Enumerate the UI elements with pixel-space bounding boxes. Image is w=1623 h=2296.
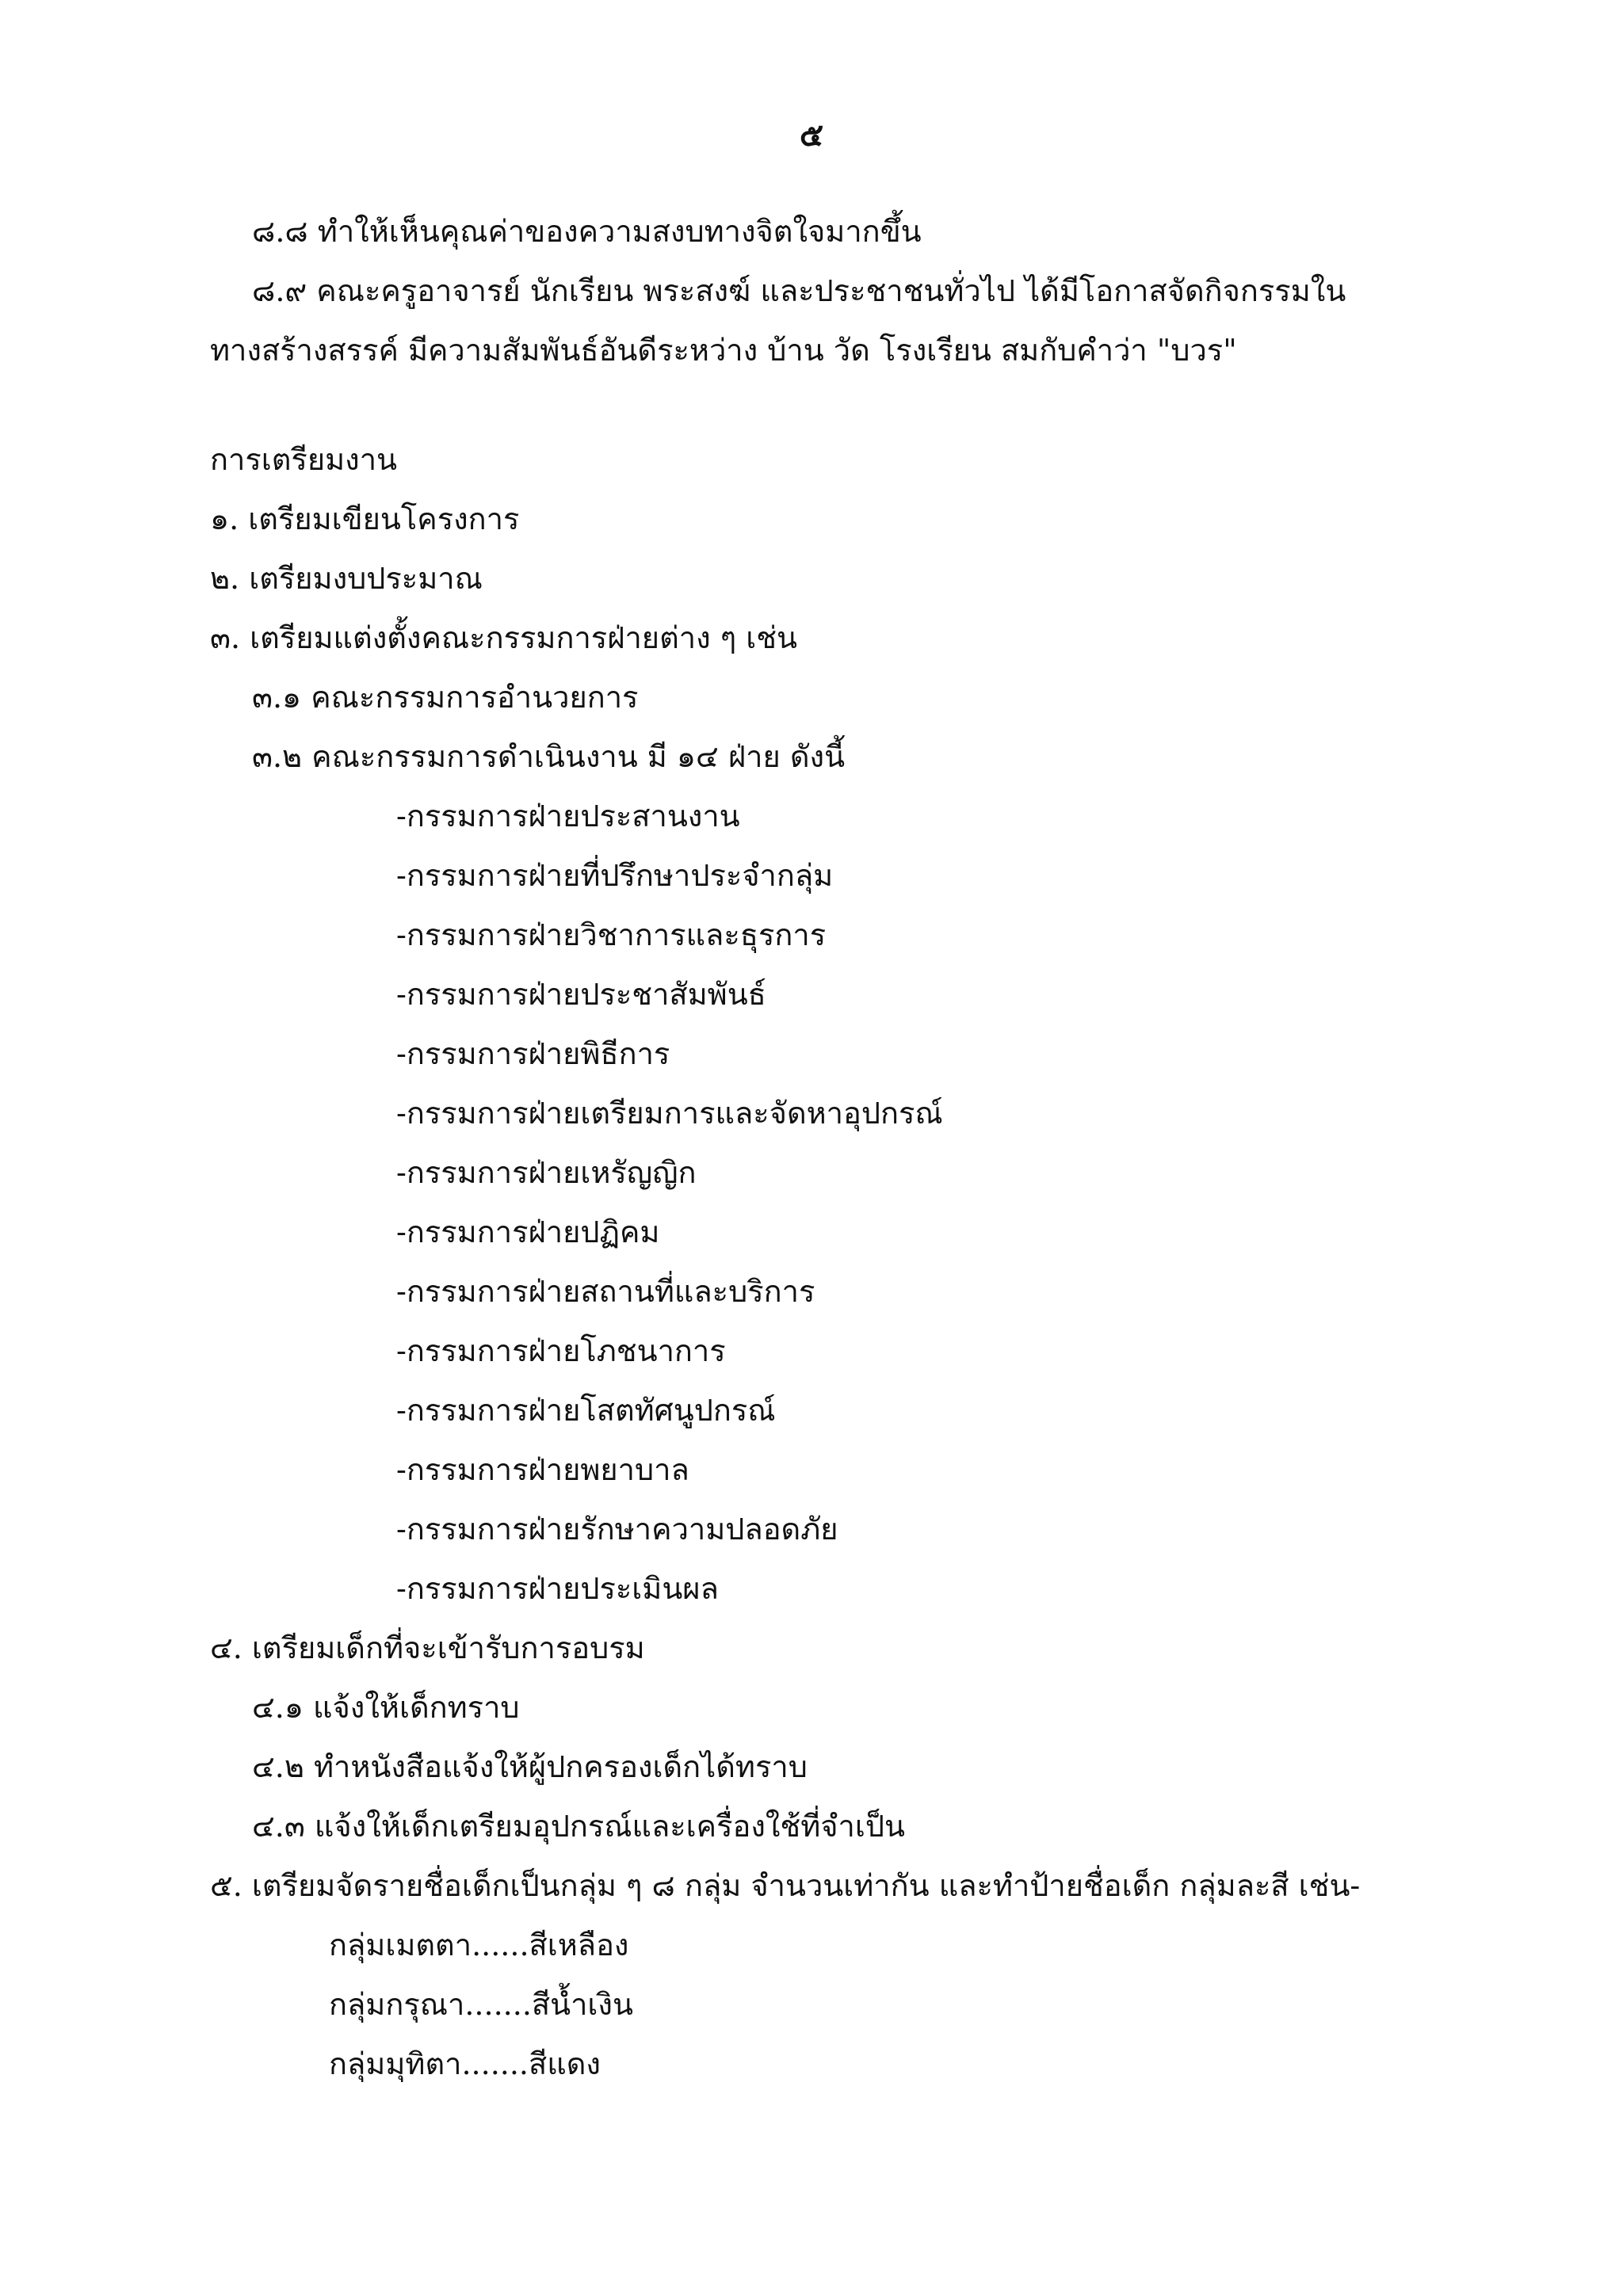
committee-item: -กรรมการฝ่ายรักษาความปลอดภัย	[396, 1512, 838, 1547]
committee-item: -กรรมการฝ่ายโภชนาการ	[396, 1333, 726, 1368]
committee-item: -กรรมการฝ่ายวิชาการและธุรการ	[396, 917, 827, 952]
step-3-2: ๓.๒ คณะกรรมการดำเนินงาน มี ๑๔ ฝ่าย ดังนี้	[252, 739, 846, 774]
step-4-2: ๔.๒ ทำหนังสือแจ้งให้ผู้ปกครองเด็กได้ทราบ	[252, 1749, 808, 1784]
committee-item: -กรรมการฝ่ายพิธีการ	[396, 1036, 670, 1071]
step-2: ๒. เตรียมงบประมาณ	[210, 561, 483, 596]
step-1: ๑. เตรียมเขียนโครงการ	[210, 502, 520, 536]
committee-item: -กรรมการฝ่ายประสานงาน	[396, 799, 740, 833]
item-8-9-line1: ๘.๙ คณะครูอาจารย์ นักเรียน พระสงฆ์ และประชาชนทั่วไป ได้มีโอกาสจัดกิจกรรมใน	[252, 273, 1346, 308]
step-4-1: ๔.๑ แจ้งให้เด็กทราบ	[252, 1690, 520, 1725]
committee-item: -กรรมการฝ่ายประเมินผล	[396, 1571, 719, 1606]
page-number: ๕	[799, 116, 824, 154]
committee-item: -กรรมการฝ่ายเหรัญญิก	[396, 1155, 697, 1190]
step-4-3: ๔.๓ แจ้งให้เด็กเตรียมอุปกรณ์และเครื่องใช้ที่จำเป็น	[252, 1809, 905, 1844]
step-5: ๕. เตรียมจัดรายชื่อเด็กเป็นกลุ่ม ๆ ๘ กลุ่ม จำนวนเท่ากัน และทำป้ายชื่อเด็ก กลุ่มละสี เช่น-	[210, 1868, 1361, 1903]
group-item: กลุ่มมุทิตา.......สีแดง	[329, 2046, 601, 2081]
step-3: ๓. เตรียมแต่งตั้งคณะกรรมการฝ่ายต่าง ๆ เช่น	[210, 620, 797, 655]
committee-item: -กรรมการฝ่ายสถานที่และบริการ	[396, 1274, 815, 1309]
committee-item: -กรรมการฝ่ายโสตทัศนูปกรณ์	[396, 1393, 776, 1428]
step-3-1: ๓.๑ คณะกรรมการอำนวยการ	[252, 680, 639, 715]
committee-item: -กรรมการฝ่ายประชาสัมพันธ์	[396, 977, 766, 1012]
committee-item: -กรรมการฝ่ายที่ปรึกษาประจำกลุ่ม	[396, 858, 834, 893]
committee-item: -กรรมการฝ่ายพยาบาล	[396, 1452, 689, 1487]
group-item: กลุ่มกรุณา.......สีน้ำเงิน	[329, 1987, 633, 2022]
preparation-heading: การเตรียมงาน	[210, 442, 398, 477]
step-4: ๔. เตรียมเด็กที่จะเข้ารับการอบรม	[210, 1630, 645, 1665]
group-item: กลุ่มเมตตา......สีเหลือง	[329, 1928, 629, 1962]
item-8-9-line2: ทางสร้างสรรค์ มีความสัมพันธ์อันดีระหว่าง บ้าน วัด โรงเรียน สมกับคำว่า "บวร"	[210, 333, 1237, 368]
committee-item: -กรรมการฝ่ายเตรียมการและจัดหาอุปกรณ์	[396, 1096, 943, 1131]
committee-item: -กรรมการฝ่ายปฏิคม	[396, 1215, 660, 1249]
item-8-8: ๘.๘ ทำให้เห็นคุณค่าของความสงบทางจิตใจมากขึ้น	[252, 214, 922, 249]
